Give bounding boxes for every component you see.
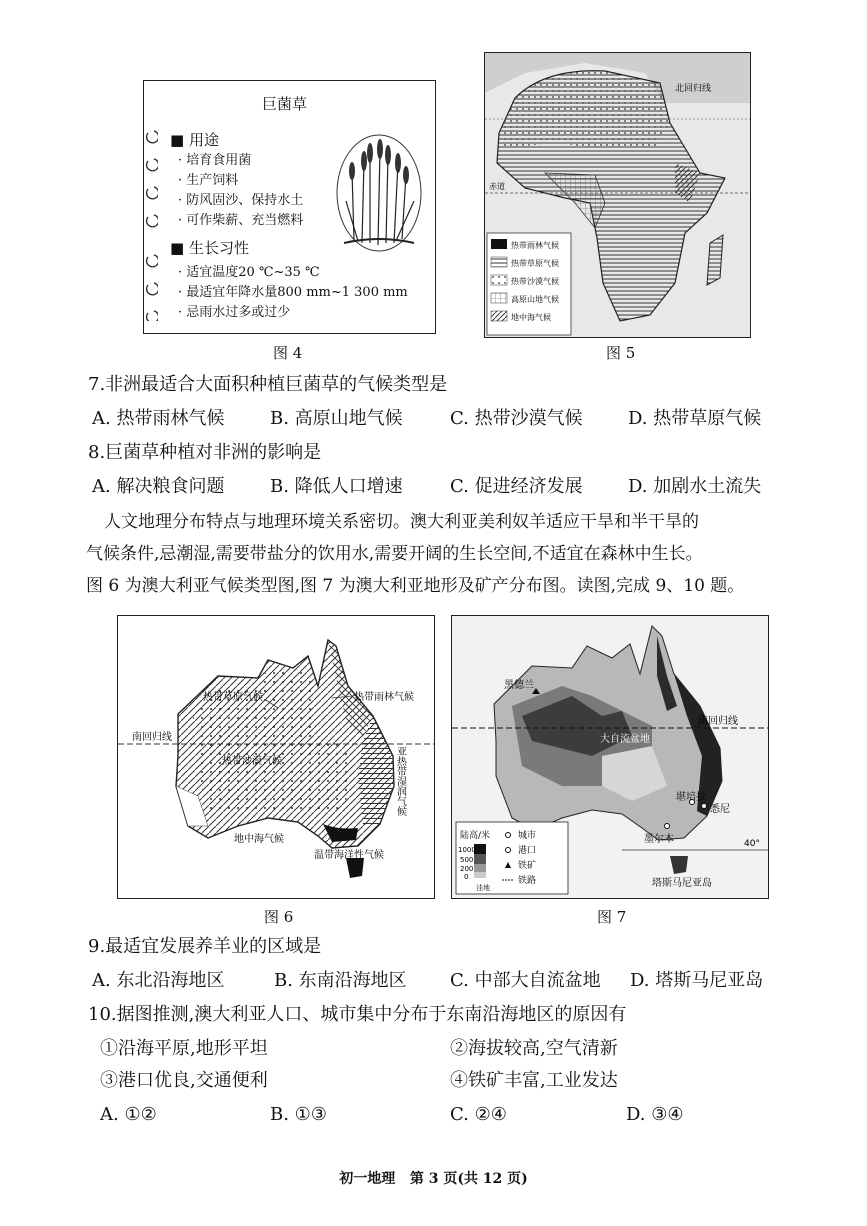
legend-port: 港口 xyxy=(518,846,537,856)
question-8-stem: 8.巨菌草种植对非洲的影响是 xyxy=(88,442,322,463)
label-canberra: 堪培拉 xyxy=(676,792,706,803)
figure-4-title: 巨菌草 xyxy=(262,95,308,113)
giant-grass-illustration xyxy=(334,131,424,256)
habit-heading: ■ 生长习性 xyxy=(170,239,249,257)
q10-option-d[interactable]: D. ③④ xyxy=(626,1104,684,1125)
binding-rings-icon xyxy=(134,121,158,321)
habit-heading-text: 生长习性 xyxy=(188,239,249,257)
label-tropic-capricorn: 南回归线 xyxy=(132,732,172,743)
use-heading: ■ 用途 xyxy=(170,131,219,149)
legend-city: 城市 xyxy=(518,831,537,841)
figure-6-map xyxy=(117,615,435,899)
label-mediterranean: 地中海气候 xyxy=(234,834,284,845)
q9-option-d[interactable]: D. 塔斯马尼亚岛 xyxy=(630,970,764,991)
question-10-stem: 10.据图推测,澳大利亚人口、城市集中分布于东南沿海地区的原因有 xyxy=(88,1004,627,1025)
use-item: · 可作柴薪、充当燃料 xyxy=(178,213,304,228)
label-savanna: 热带草原气候 xyxy=(203,692,263,703)
q9-option-b[interactable]: B. 东南沿海地区 xyxy=(274,970,407,991)
passage xyxy=(86,506,786,602)
legend-elev-1000: 1000 xyxy=(458,846,476,854)
habit-item: · 忌雨水过多或过少 xyxy=(178,305,291,320)
figure-5-caption: 图 5 xyxy=(606,344,636,362)
label-sydney: 悉尼 xyxy=(710,804,730,815)
legend-item-rainforest: 热带雨林气候 xyxy=(511,241,559,250)
label-melbourne: 墨尔本 xyxy=(644,834,674,845)
label-subtropical xyxy=(395,746,407,817)
legend-item-savanna: 热带草原气候 xyxy=(511,259,559,268)
habit-item: · 最适宜年降水量800 mm~1 300 mm xyxy=(178,285,408,300)
legend-elev-500: 500 xyxy=(460,856,474,864)
use-item: · 生产饲料 xyxy=(178,173,239,188)
q8-option-d[interactable]: D. 加剧水土流失 xyxy=(628,476,762,497)
q8-option-a[interactable]: A. 解决粮食问题 xyxy=(92,476,225,497)
question-7-stem: 7.非洲最适合大面积种植巨菌草的气候类型是 xyxy=(88,374,448,395)
label-tasmania: 塔斯马尼亚岛 xyxy=(652,878,712,889)
label-great-artesian-basin: 大自流盆地 xyxy=(600,734,650,745)
legend-elev-0: 0 xyxy=(464,873,469,881)
legend-elevation-title: 陆高/米 xyxy=(460,831,491,841)
q8-option-b[interactable]: B. 降低人口增速 xyxy=(270,476,403,497)
q10-statement-2: ②海拔较高,空气清新 xyxy=(450,1038,618,1059)
label-subtropical-text: 亚热带湿润气候 xyxy=(394,746,406,816)
q10-statement-3: ③港口优良,交通便利 xyxy=(100,1070,268,1091)
city-icon xyxy=(506,833,511,838)
passage-line: 人文地理分布特点与地理环境关系密切。澳大利亚美利奴羊适应干旱和半干旱的 xyxy=(104,512,699,532)
q7-option-d[interactable]: D. 热带草原气候 xyxy=(628,408,762,429)
label-desert: 热带沙漠气候 xyxy=(222,756,282,767)
habit-item: · 适宜温度20 ℃~35 ℃ xyxy=(178,265,320,280)
figure-7-caption: 图 7 xyxy=(597,908,627,926)
label-oceanic: 温带海洋性气候 xyxy=(314,850,384,861)
legend-item-desert: 热带沙漠气候 xyxy=(511,277,559,286)
label-40-degrees: 40° xyxy=(744,839,760,849)
use-heading-text: 用途 xyxy=(188,131,219,149)
figure-4-caption: 图 4 xyxy=(273,344,303,362)
passage-line: 图 6 为澳大利亚气候类型图,图 7 为澳大利亚地形及矿产分布图。读图,完成 9、10 题。 xyxy=(86,576,745,596)
q7-option-b[interactable]: B. 高原山地气候 xyxy=(270,408,403,429)
legend-item-highland: 高原山地气候 xyxy=(511,295,559,304)
q10-option-a[interactable]: A. ①② xyxy=(100,1104,157,1125)
q9-option-a[interactable]: A. 东北沿海地区 xyxy=(92,970,225,991)
australia-climate-map xyxy=(118,616,434,898)
legend-lowland: 洼地 xyxy=(476,884,490,892)
use-item: · 培育食用菌 xyxy=(178,153,252,168)
q10-option-c[interactable]: C. ②④ xyxy=(450,1104,507,1125)
figure-7-map xyxy=(451,615,769,899)
legend-iron: 铁矿 xyxy=(518,861,537,871)
q7-option-a[interactable]: A. 热带雨林气候 xyxy=(92,408,225,429)
africa-climate-map xyxy=(485,53,750,337)
label-rainforest: 热带雨林气候 xyxy=(354,692,414,703)
label-tropic-capricorn-7: 南回归线 xyxy=(698,716,738,727)
passage-line: 气候条件,忌潮湿,需要带盐分的饮用水,需要开阔的生长空间,不适宜在森林中生长。 xyxy=(86,544,703,564)
port-icon xyxy=(506,848,511,853)
australia-terrain-map xyxy=(452,616,768,898)
label-tropic-of-cancer: 北回归线 xyxy=(675,84,712,94)
q10-statement-4: ④铁矿丰富,工业发达 xyxy=(450,1070,618,1091)
q8-option-c[interactable]: C. 促进经济发展 xyxy=(450,476,583,497)
legend-elev-200: 200 xyxy=(460,865,474,873)
q7-option-c[interactable]: C. 热带沙漠气候 xyxy=(450,408,583,429)
figure-4-card xyxy=(143,80,436,334)
use-item: · 防风固沙、保持水土 xyxy=(178,193,304,208)
habits-list xyxy=(178,263,408,323)
q10-statement-1: ①沿海平原,地形平坦 xyxy=(100,1038,268,1059)
page-footer: 初一地理 第 3 页(共 12 页) xyxy=(339,1171,528,1187)
figure-6-caption: 图 6 xyxy=(264,908,294,926)
legend-railway: 铁路 xyxy=(518,876,537,886)
legend-item-mediterranean: 地中海气候 xyxy=(511,313,551,322)
label-equator: 赤道 xyxy=(489,182,505,191)
q9-option-c[interactable]: C. 中部大自流盆地 xyxy=(450,970,601,991)
figure-5-map xyxy=(484,52,751,338)
question-9-stem: 9.最适宜发展养羊业的区域是 xyxy=(88,936,322,957)
label-port-hedland: 黑德兰 xyxy=(504,680,534,691)
uses-list xyxy=(178,151,303,231)
q10-option-b[interactable]: B. ①③ xyxy=(270,1104,327,1125)
